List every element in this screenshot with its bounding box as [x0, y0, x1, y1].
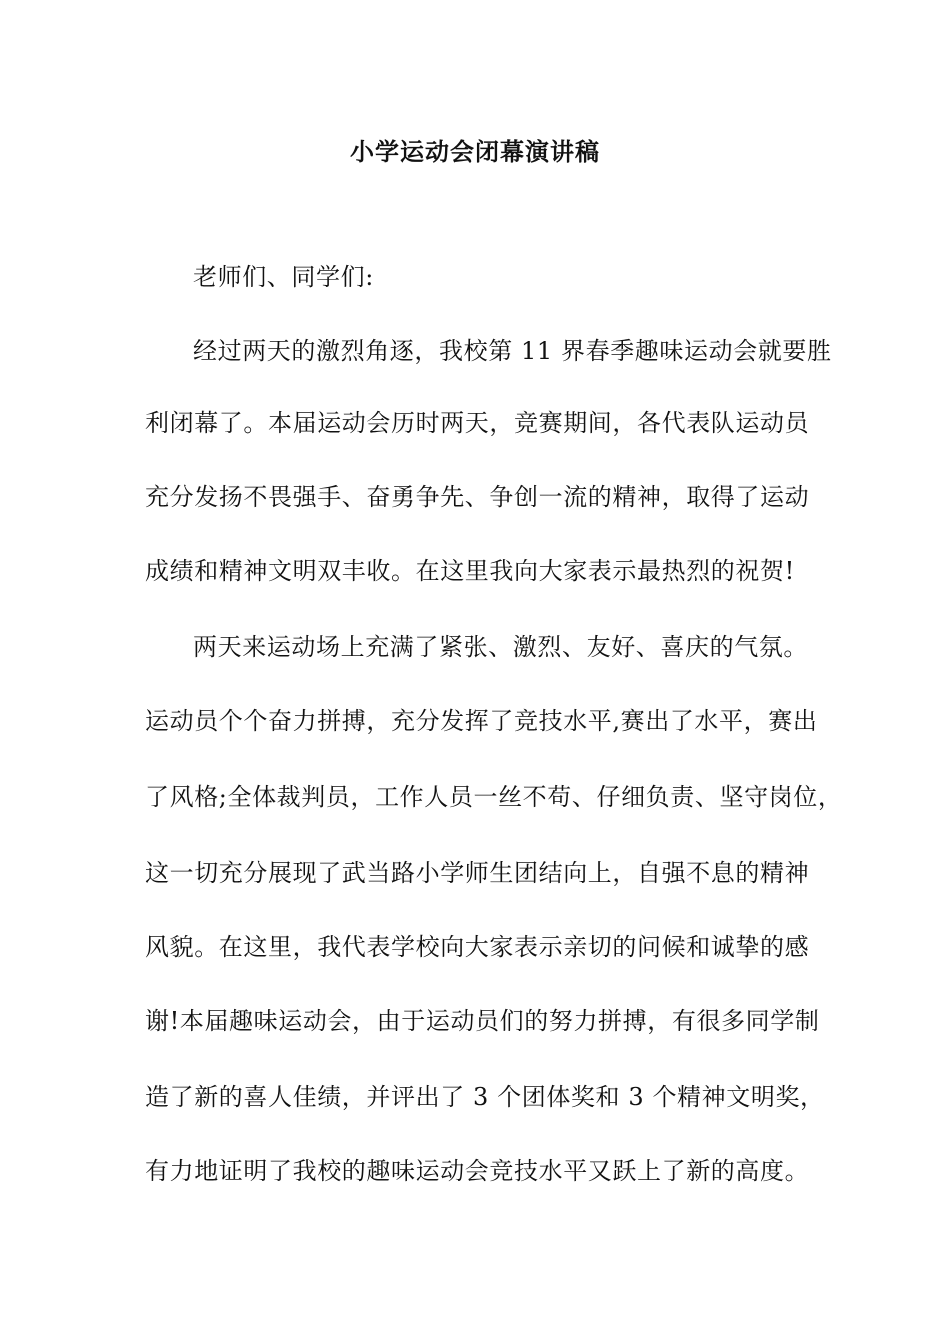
paragraph-line: 造了新的喜人佳绩，并评出了 3 个团体奖和 3 个精神文明奖，: [145, 1083, 825, 1111]
page-title: 小学运动会闭幕演讲稿: [350, 137, 600, 166]
paragraph-line: 这一切充分展现了武当路小学师生团结向上，自强不息的精神: [145, 859, 810, 887]
paragraph-line: 有力地证明了我校的趣味运动会竞技水平又跃上了新的高度。: [145, 1157, 810, 1185]
paragraph-line: 谢!本届趣味运动会，由于运动员们的努力拼搏，有很多同学制: [145, 1007, 820, 1035]
greeting-line: 老师们、同学们:: [193, 263, 374, 291]
paragraph-line: 经过两天的激烈角逐，我校第 11 界春季趣味运动会就要胜: [193, 337, 832, 365]
paragraph-line: 充分发扬不畏强手、奋勇争先、争创一流的精神，取得了运动: [145, 483, 810, 511]
paragraph-line: 两天来运动场上充满了紧张、激烈、友好、喜庆的气氛。: [193, 633, 808, 661]
paragraph-line: 运动员个个奋力拼搏，充分发挥了竞技水平,赛出了水平，赛出: [145, 707, 818, 735]
paragraph-line: 利闭幕了。本届运动会历时两天，竞赛期间，各代表队运动员: [145, 409, 810, 437]
paragraph-line: 了风格;全体裁判员，工作人员一丝不苟、仔细负责、坚守岗位，: [145, 783, 843, 811]
paragraph-line: 成绩和精神文明双丰收。在这里我向大家表示最热烈的祝贺!: [145, 557, 795, 585]
paragraph-line: 风貌。在这里，我代表学校向大家表示亲切的问候和诚挚的感: [145, 933, 810, 961]
